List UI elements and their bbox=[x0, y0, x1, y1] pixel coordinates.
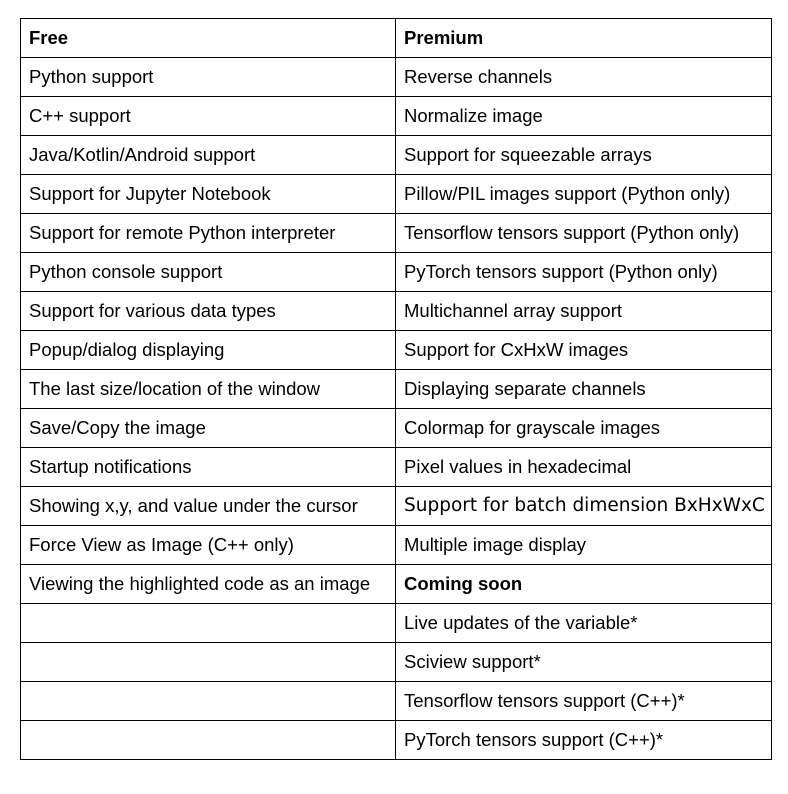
premium-cell: Multiple image display bbox=[396, 526, 772, 565]
free-cell-empty bbox=[21, 604, 396, 643]
free-cell: Python support bbox=[21, 58, 396, 97]
free-cell-empty bbox=[21, 682, 396, 721]
premium-cell: Pixel values in hexadecimal bbox=[396, 448, 772, 487]
table-row bbox=[21, 136, 772, 175]
table-row bbox=[21, 58, 772, 97]
premium-cell: PyTorch tensors support (Python only) bbox=[396, 253, 772, 292]
free-cell: Showing x,y, and value under the cursor bbox=[21, 487, 396, 526]
free-cell: Force View as Image (C++ only) bbox=[21, 526, 396, 565]
premium-cell: Tensorflow tensors support (C++)* bbox=[396, 682, 772, 721]
premium-cell: PyTorch tensors support (C++)* bbox=[396, 721, 772, 760]
table-row bbox=[21, 487, 772, 526]
premium-cell: Tensorflow tensors support (Python only) bbox=[396, 214, 772, 253]
premium-cell: Live updates of the variable* bbox=[396, 604, 772, 643]
table-row bbox=[21, 448, 772, 487]
table-row bbox=[21, 370, 772, 409]
premium-cell: Displaying separate channels bbox=[396, 370, 772, 409]
premium-cell: Colormap for grayscale images bbox=[396, 409, 772, 448]
header-free: Free bbox=[21, 19, 396, 58]
table-row bbox=[21, 97, 772, 136]
table-row bbox=[21, 214, 772, 253]
premium-cell: Multichannel array support bbox=[396, 292, 772, 331]
premium-cell: Sciview support* bbox=[396, 643, 772, 682]
free-cell: Python console support bbox=[21, 253, 396, 292]
table-row bbox=[21, 331, 772, 370]
free-cell: Support for Jupyter Notebook bbox=[21, 175, 396, 214]
free-cell: Support for various data types bbox=[21, 292, 396, 331]
free-cell: Startup notifications bbox=[21, 448, 396, 487]
free-cell: Java/Kotlin/Android support bbox=[21, 136, 396, 175]
table-row bbox=[21, 253, 772, 292]
table-row bbox=[21, 565, 772, 604]
free-cell: Support for remote Python interpreter bbox=[21, 214, 396, 253]
premium-cell: Pillow/PIL images support (Python only) bbox=[396, 175, 772, 214]
table-row bbox=[21, 175, 772, 214]
table-row bbox=[21, 526, 772, 565]
feature-comparison-table-wrap bbox=[20, 18, 772, 760]
premium-cell: Reverse channels bbox=[396, 58, 772, 97]
table-row bbox=[21, 643, 772, 682]
free-cell: Save/Copy the image bbox=[21, 409, 396, 448]
table-header-row bbox=[21, 19, 772, 58]
free-cell: Popup/dialog displaying bbox=[21, 331, 396, 370]
table-row bbox=[21, 682, 772, 721]
free-cell-empty bbox=[21, 721, 396, 760]
table-row bbox=[21, 409, 772, 448]
table-row bbox=[21, 604, 772, 643]
free-cell: Viewing the highlighted code as an image bbox=[21, 565, 396, 604]
premium-cell: Support for batch dimension BxHxWxC bbox=[396, 487, 772, 526]
premium-cell: Normalize image bbox=[396, 97, 772, 136]
premium-cell: Support for CxHxW images bbox=[396, 331, 772, 370]
table-row bbox=[21, 292, 772, 331]
free-cell-empty bbox=[21, 643, 396, 682]
free-cell: C++ support bbox=[21, 97, 396, 136]
feature-comparison-table bbox=[20, 18, 772, 760]
header-premium: Premium bbox=[396, 19, 772, 58]
coming-soon-heading: Coming soon bbox=[396, 565, 772, 604]
premium-cell: Support for squeezable arrays bbox=[396, 136, 772, 175]
free-cell: The last size/location of the window bbox=[21, 370, 396, 409]
table-row bbox=[21, 721, 772, 760]
